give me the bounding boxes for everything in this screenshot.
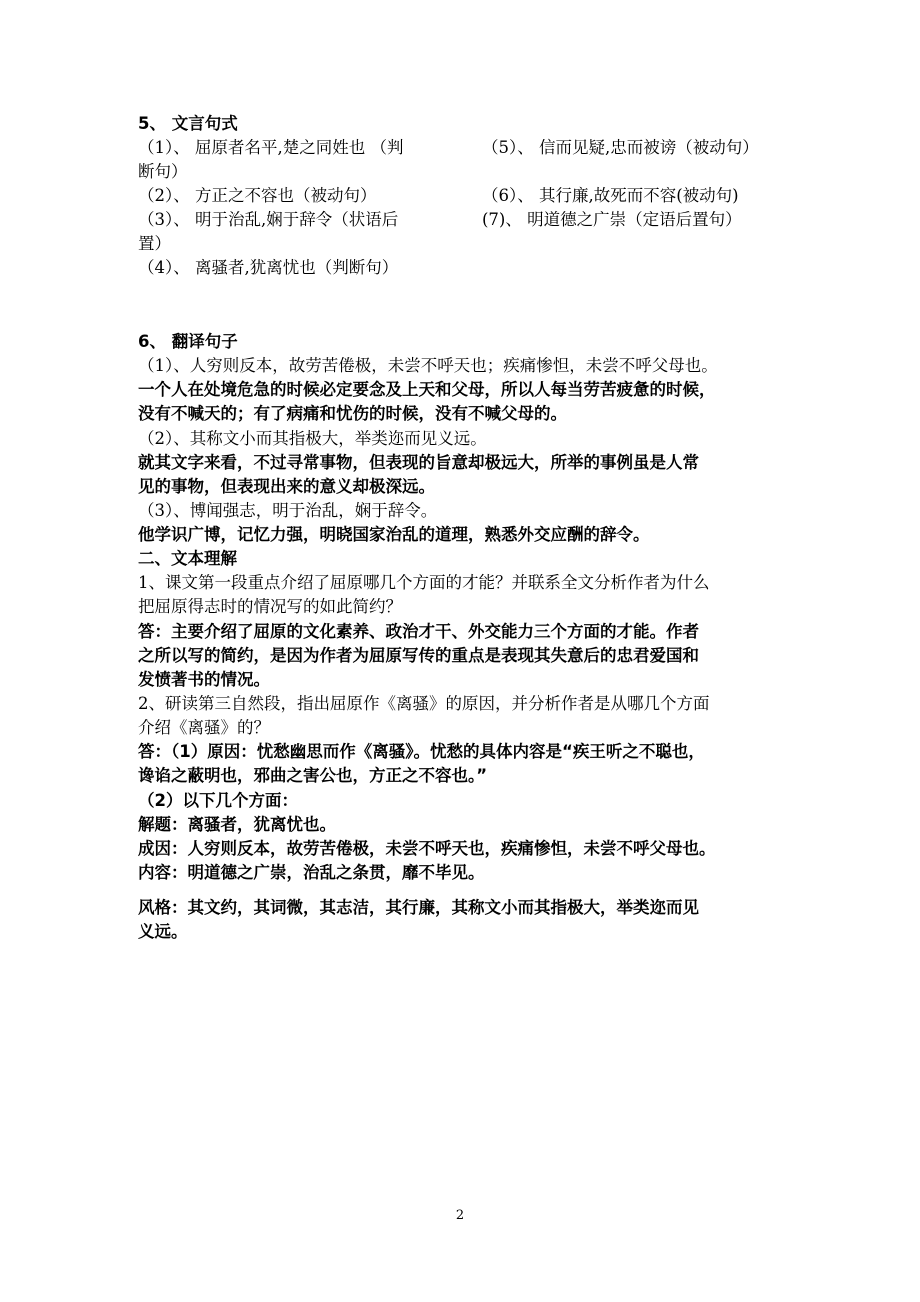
page-number: 2 [455, 1208, 465, 1223]
p2-a2-sub-heading: （2）以下几个方面： [138, 791, 298, 810]
p2-a2-style-line1: 风格：其文约，其词微，其志洁，其行廉，其称文小而其指极大，举类迩而见 [138, 898, 699, 917]
part-2-heading: 二、文本理解 [138, 549, 237, 568]
s5-row-2-left: （2）、 方正之不容也（被动句） [138, 186, 377, 205]
p2-a2-title-item: 解题：离骚者，犹离忧也。 [138, 815, 336, 834]
p2-a2-style-line2: 义远。 [138, 922, 188, 941]
p2-a1-line2: 之所以写的简约，是因为作者为屈原写传的重点是表现其失意后的忠君爱国和 [138, 646, 699, 665]
s6-a1-line1: 一个人在处境危急的时候必定要念及上天和父母，所以人每当劳苦疲惫的时候， [138, 380, 716, 399]
s6-a3: 他学识广博，记忆力强，明晓国家治乱的道理，熟悉外交应酬的辞令。 [138, 525, 650, 544]
p2-q2-line1: 2、研读第三自然段，指出屈原作《离骚》的原因，并分析作者是从哪几个方面 [138, 694, 710, 713]
p2-q1-line2: 把屈原得志时的情况写的如此简约？ [138, 597, 402, 616]
section-5-heading: 5、 文言句式 [138, 114, 238, 133]
s5-row-2-right: （6）、 其行廉,故死而不容(被动句) [482, 186, 739, 205]
p2-a1-line3: 发愤著书的情况。 [138, 670, 270, 689]
s5-row-4-left: （4）、 离骚者,犹离忧也（判断句） [138, 258, 399, 277]
s5-row-3-right: (7)、 明道德之广崇（定语后置句） [482, 210, 742, 229]
p2-q2-line2: 介绍《离骚》的？ [138, 718, 270, 737]
s5-row-3-left: （3）、 明于治乱,娴于辞令（状语后 [138, 210, 399, 229]
p2-a1-line1: 答：主要介绍了屈原的文化素养、政治才干、外交能力三个方面的才能。作者 [138, 622, 699, 641]
p2-a2-line2: 谗谄之蔽明也，邪曲之害公也，方正之不容也。” [138, 766, 488, 785]
p2-a2-line1: 答：（1）原因：忧愁幽思而作《离骚》。忧愁的具体内容是“疾王听之不聪也， [138, 742, 705, 761]
s5-row-1-right: （5）、 信而见疑,忠而被谤（被动句） [482, 138, 759, 157]
p2-q1-line1: 1、课文第一段重点介绍了屈原哪几个方面的才能？并联系全文分析作者为什么 [138, 573, 710, 592]
s5-row-1-wrap: 断句） [138, 162, 188, 181]
p2-a2-content-item: 内容：明道德之广崇，治乱之条贯，靡不毕见。 [138, 863, 485, 882]
s5-row-1-left: （1）、 屈原者名平,楚之同姓也 （判 [138, 138, 404, 157]
s6-a1-line2: 没有不喊天的；有了病痛和忧伤的时候，没有不喊父母的。 [138, 404, 567, 423]
s5-row-3-wrap: 置） [138, 234, 171, 253]
s6-q3: （3）、博闻强志，明于治乱，娴于辞令。 [138, 501, 438, 520]
s6-q2: （2）、其称文小而其指极大，举类迩而见义远。 [138, 429, 487, 448]
s6-a2-line1: 就其文字来看，不过寻常事物，但表现的旨意却极远大，所举的事例虽是人常 [138, 453, 699, 472]
s6-a2-line2: 见的事物，但表现出来的意义却极深远。 [138, 477, 435, 496]
section-6-heading: 6、 翻译句子 [138, 332, 238, 351]
p2-a2-cause-item: 成因：人穷则反本，故劳苦倦极，未尝不呼天也，疾痛惨怛，未尝不呼父母也。 [138, 839, 716, 858]
s6-q1: （1）、人穷则反本，故劳苦倦极，未尝不呼天也；疾痛惨怛，未尝不呼父母也。 [138, 356, 718, 375]
